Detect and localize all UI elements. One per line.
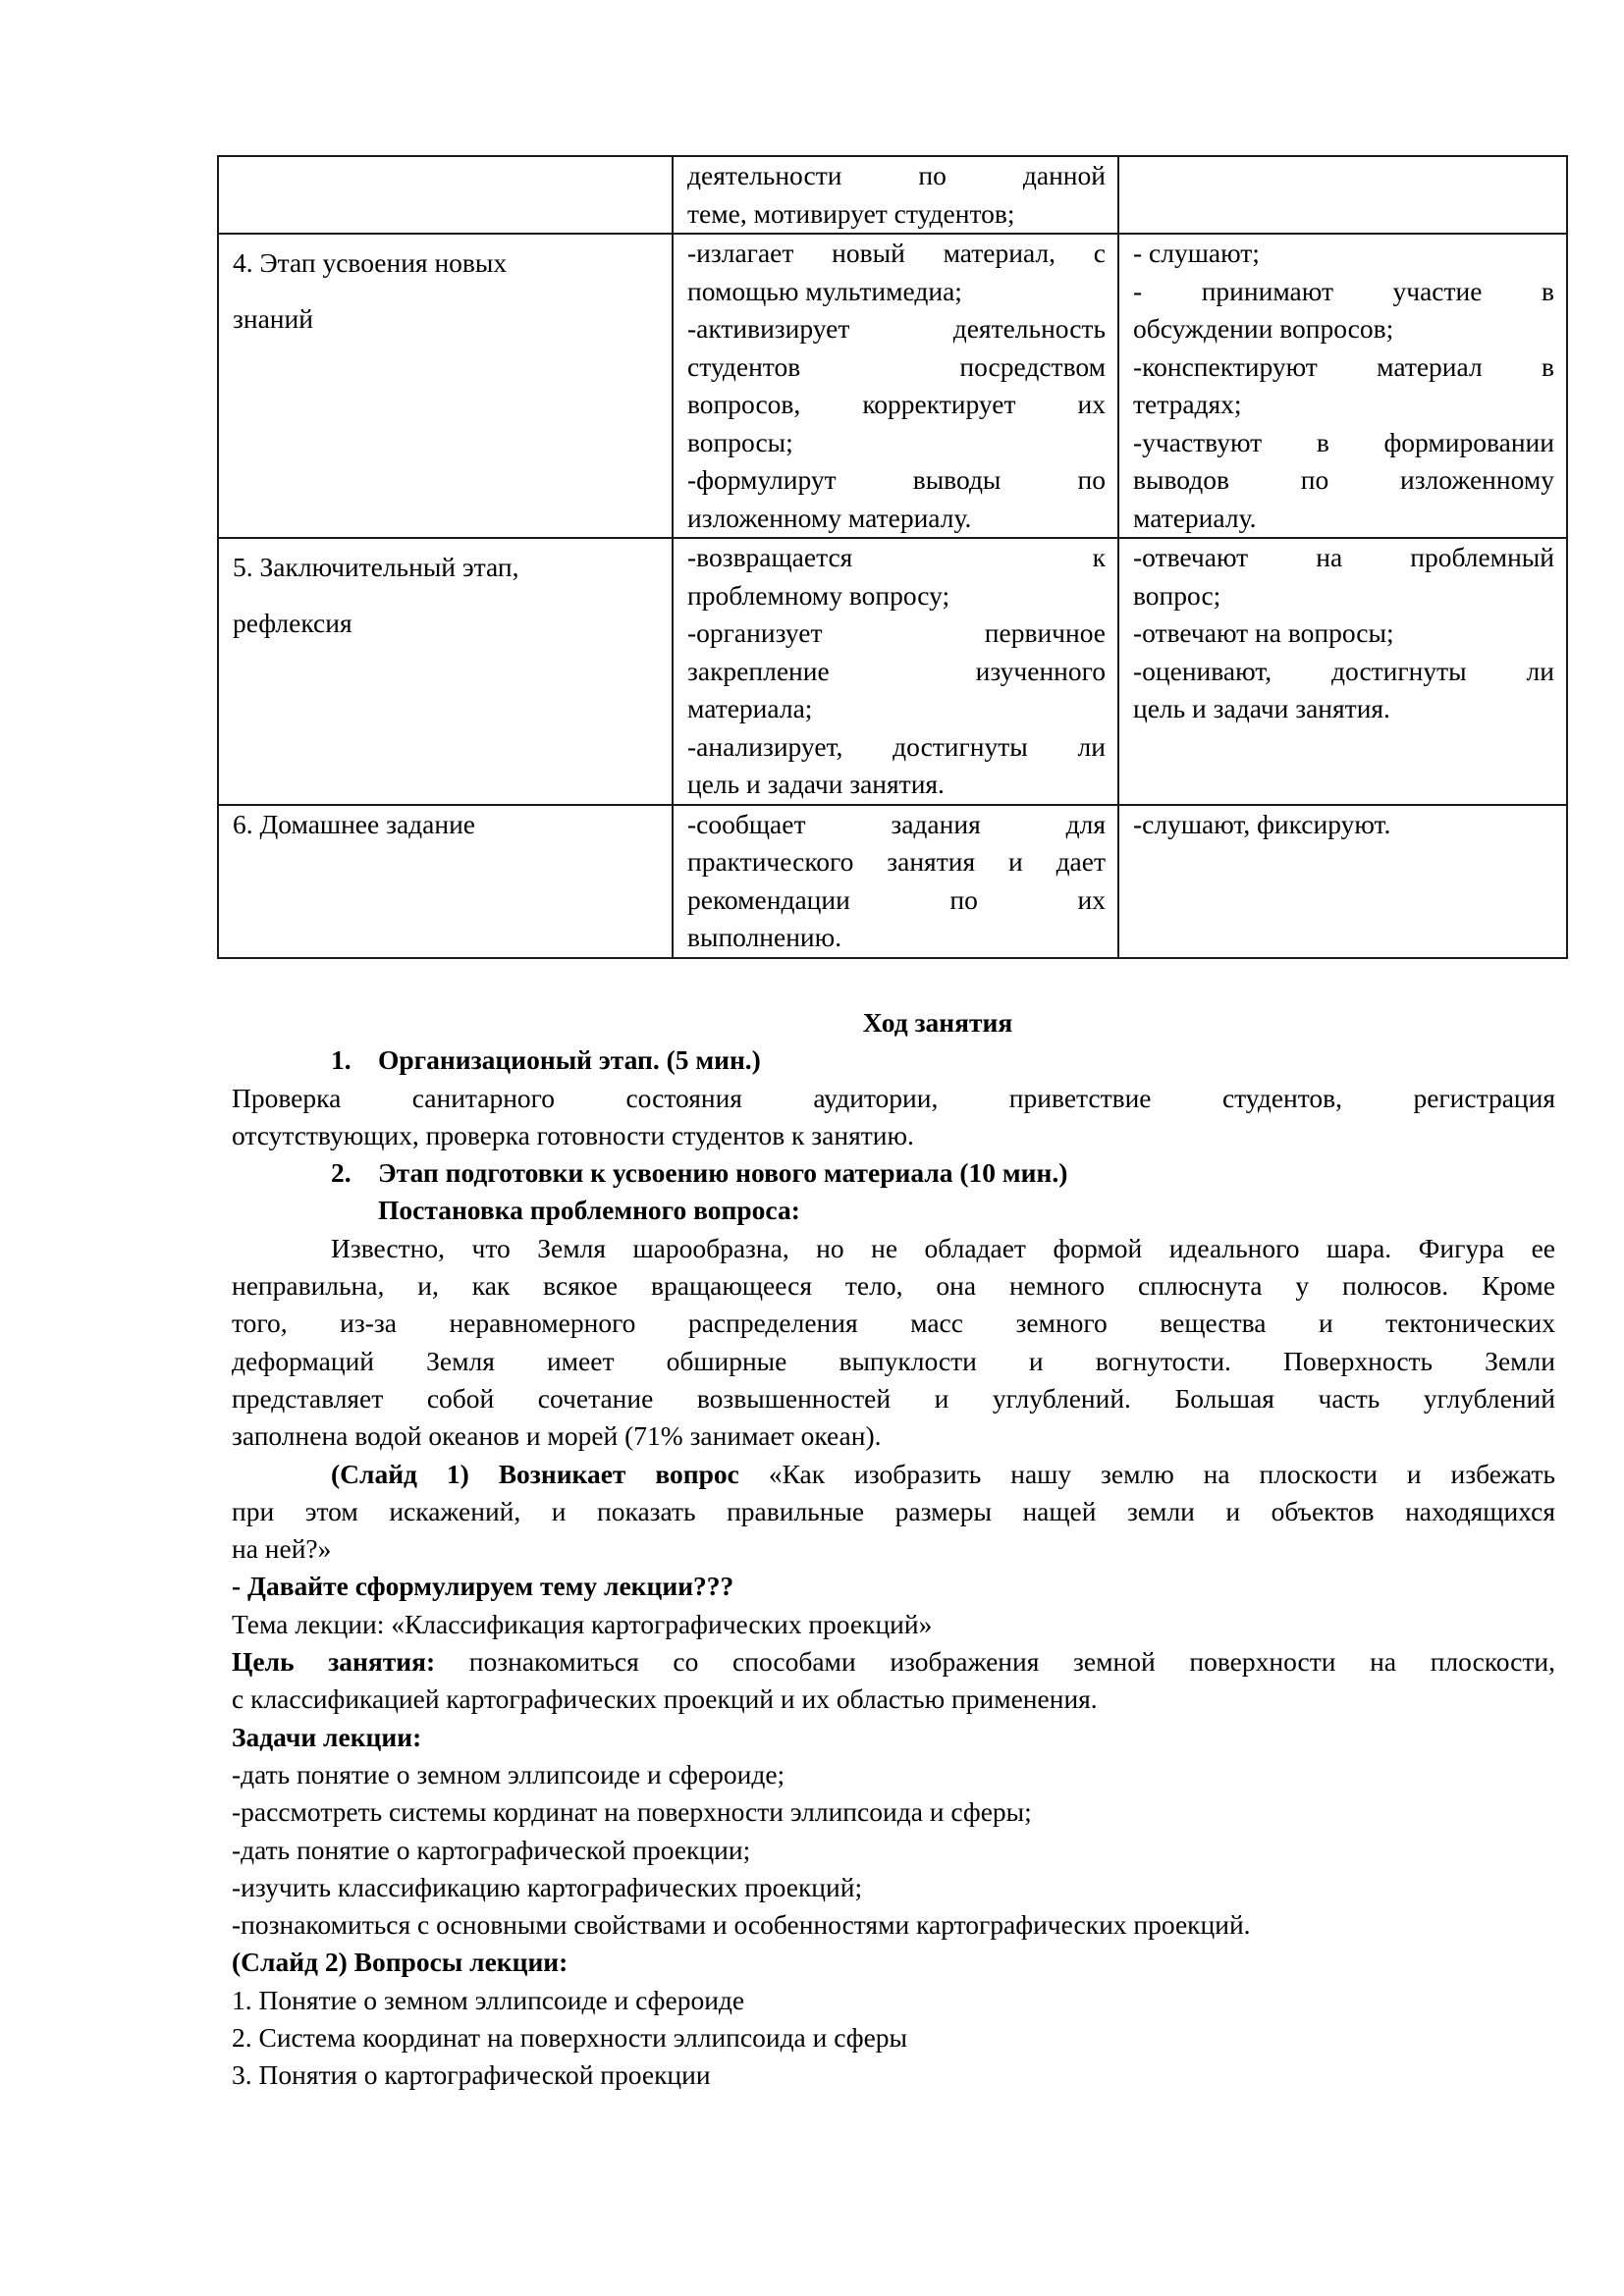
cell-text-line: цель и задачи занятия. bbox=[1133, 693, 1390, 723]
paragraph-line: представляет собой сочетание возвышенностей и углублений. Большая часть углублений bbox=[232, 1382, 1555, 1414]
task-item: -дать понятие о картографической проекции; bbox=[232, 1834, 751, 1865]
cell-text-line: изложенному материалу. bbox=[687, 502, 972, 533]
task-item: -рассмотреть системы кординат на поверхности эллипсоида и сферы; bbox=[232, 1796, 1032, 1828]
cell-text-line: -излагает новый материал, с bbox=[687, 238, 1106, 268]
cell-text-line: выводов по изложенному bbox=[1133, 464, 1554, 495]
teacher-activity-cell bbox=[673, 538, 1118, 805]
paragraph-line: при этом искажений, и показать правильные размеры нащей земли и объектов находящихся bbox=[232, 1495, 1555, 1526]
table-row bbox=[218, 156, 1567, 234]
slide-1-label: (Слайд 1) Возникает вопрос bbox=[331, 1458, 739, 1489]
slide-1-paragraph bbox=[232, 1456, 1555, 1569]
questions-heading: (Слайд 2) Вопросы лекции: bbox=[232, 1947, 568, 1978]
stage-cell bbox=[218, 538, 673, 805]
cell-text-line: обсуждении вопросов; bbox=[1133, 313, 1394, 344]
cell-text-line: -возвращается к bbox=[687, 542, 1106, 572]
task-item: -познакомиться с основными свойствами и особенностями картографических проекций. bbox=[232, 1909, 1251, 1941]
step-1-paragraph bbox=[232, 1080, 1555, 1155]
paragraph-line: отсутствующих, проверка готовности студентов к занятию. bbox=[232, 1119, 914, 1150]
student-activity-cell bbox=[1118, 805, 1567, 958]
stage-title-line: 6. Домашнее задание bbox=[233, 808, 475, 839]
tasks-list bbox=[232, 1756, 1555, 1944]
paragraph-line bbox=[232, 1643, 1555, 1681]
lecture-topic: Тема лекции: «Классификация картографических проекций» bbox=[232, 1608, 933, 1639]
cell-text-line: материалу. bbox=[1133, 502, 1257, 533]
step-number: 1. bbox=[331, 1044, 352, 1076]
cell-text-line: -формулирут выводы по bbox=[687, 464, 1106, 495]
stage-title-line: 5. Заключительный этап, bbox=[233, 552, 519, 582]
slide-1-question-start: «Как изобразить нашу землю на плоскости и избежать bbox=[738, 1458, 1556, 1489]
cell-text-line: вопросов, корректирует их bbox=[687, 389, 1106, 419]
stage-title-line: знаний bbox=[233, 303, 313, 334]
cell-text-line: -оценивают, достигнуты ли bbox=[1133, 655, 1554, 686]
cell-text-line: вопрос; bbox=[1133, 579, 1221, 611]
problem-paragraph bbox=[232, 1230, 1555, 1456]
cell-text-line: выполнению. bbox=[687, 922, 842, 952]
questions-list bbox=[232, 1982, 1555, 2095]
task-item: -дать понятие о земном эллипсоиде и сфероиде; bbox=[232, 1758, 785, 1789]
question-item: 1. Понятие о земном эллипсоиде и сфероиде bbox=[232, 1984, 745, 2015]
stage-title-line: рефлексия bbox=[233, 608, 352, 638]
teacher-activity-cell bbox=[673, 234, 1118, 538]
cell-text-line: -организует первичное bbox=[687, 617, 1106, 648]
cell-text-line: помощью мультимедиа; bbox=[687, 275, 962, 306]
student-activity-cell bbox=[1118, 156, 1567, 234]
stage-cell bbox=[218, 805, 673, 958]
table-row bbox=[218, 538, 1567, 805]
cell-text-line: материала; bbox=[687, 693, 813, 723]
paragraph-line: Проверка санитарного состояния аудитории, приветствие студентов, регистрация bbox=[232, 1082, 1555, 1113]
cell-text-line: деятельности по данной bbox=[687, 160, 1106, 190]
student-activity-cell bbox=[1118, 234, 1567, 538]
cell-text-line: практического занятия и дает bbox=[687, 846, 1106, 877]
teacher-activity-cell bbox=[673, 156, 1118, 234]
stage-cell bbox=[218, 234, 673, 538]
teacher-activity-cell bbox=[673, 805, 1118, 958]
step-label: Организационый этап. (5 мин.) bbox=[378, 1044, 761, 1076]
cell-text-line: -отвечают на проблемный bbox=[1133, 542, 1554, 572]
cell-text-line: -сообщает задания для bbox=[687, 808, 1106, 839]
step-number: 2. bbox=[331, 1157, 352, 1189]
cell-text-line: вопросы; bbox=[687, 426, 793, 457]
paragraph-line: на ней?» bbox=[232, 1533, 332, 1565]
stage-title-line: 4. Этап усвоения новых bbox=[233, 247, 508, 278]
student-activity-cell bbox=[1118, 538, 1567, 805]
step-1-heading bbox=[232, 1041, 1555, 1079]
paragraph-line: деформаций Земля имеет обширные выпуклости и вогнутости. Поверхность Земли bbox=[232, 1345, 1555, 1376]
cell-text-line: -отвечают на вопросы; bbox=[1133, 617, 1394, 648]
paragraph-line: того, из-за неравномерного распределения масс земного вещества и тектонических bbox=[232, 1308, 1555, 1339]
lesson-body bbox=[232, 1004, 1555, 2095]
paragraph-line: заполнена водой океанов и морей (71% занимает океан). bbox=[232, 1420, 882, 1452]
cell-text-line: -конспектируют материал в bbox=[1133, 350, 1554, 382]
paragraph-line: Известно, что Земля шарообразна, но не обладает формой идеального шара. Фигура ее bbox=[331, 1232, 1555, 1263]
cell-text-line: закрепление изученного bbox=[687, 655, 1106, 686]
cell-text-line: -анализирует, достигнуты ли bbox=[687, 730, 1106, 762]
cell-text-line: теме, мотивирует студентов; bbox=[687, 197, 1015, 229]
step-2-heading bbox=[232, 1154, 1555, 1192]
cell-text-line: - слушают; bbox=[1133, 238, 1260, 268]
topic-prompt: - Давайте сформулируем тему лекции??? bbox=[232, 1571, 734, 1602]
cell-text-line: цель и задачи занятия. bbox=[687, 769, 945, 799]
cell-text-line: студентов посредством bbox=[687, 350, 1106, 382]
cell-text-line: -слушают, фиксируют. bbox=[1133, 808, 1391, 839]
cell-text-line: рекомендации по их bbox=[687, 883, 1106, 915]
cell-text-line: -участвуют в формировании bbox=[1133, 426, 1554, 457]
cell-text-line: тетрадях; bbox=[1133, 389, 1242, 419]
goal-paragraph bbox=[232, 1643, 1555, 1719]
question-item: 2. Система координат на поверхности эллипсоида и сферы bbox=[232, 2022, 908, 2054]
table-row bbox=[218, 805, 1567, 958]
section-title: Ход занятия bbox=[862, 1007, 1013, 1038]
goal-text: познакомиться со способами изображения земной поверхности на плоскости, bbox=[435, 1646, 1555, 1678]
problem-heading: Постановка проблемного вопроса: bbox=[378, 1195, 800, 1226]
paragraph-line bbox=[232, 1456, 1555, 1493]
step-label: Этап подготовки к усвоению нового материала (10 мин.) bbox=[378, 1157, 1068, 1189]
stage-cell bbox=[218, 156, 673, 234]
tasks-heading: Задачи лекции: bbox=[232, 1721, 422, 1752]
goal-label: Цель занятия: bbox=[232, 1646, 436, 1678]
paragraph-line: с классификацией картографических проекций и их областью применения. bbox=[232, 1683, 1098, 1715]
lesson-plan-table bbox=[217, 155, 1568, 959]
question-item: 3. Понятия о картографической проекции bbox=[232, 2059, 711, 2091]
cell-text-line: - принимают участие в bbox=[1133, 275, 1554, 306]
table-row bbox=[218, 234, 1567, 538]
cell-text-line: -активизирует деятельность bbox=[687, 313, 1106, 344]
task-item: -изучить классификацию картографических проекций; bbox=[232, 1871, 863, 1902]
paragraph-line: неправильна, и, как всякое вращающееся тело, она немного сплюснута у полюсов. Кроме bbox=[232, 1270, 1555, 1302]
cell-text-line: проблемному вопросу; bbox=[687, 579, 950, 611]
